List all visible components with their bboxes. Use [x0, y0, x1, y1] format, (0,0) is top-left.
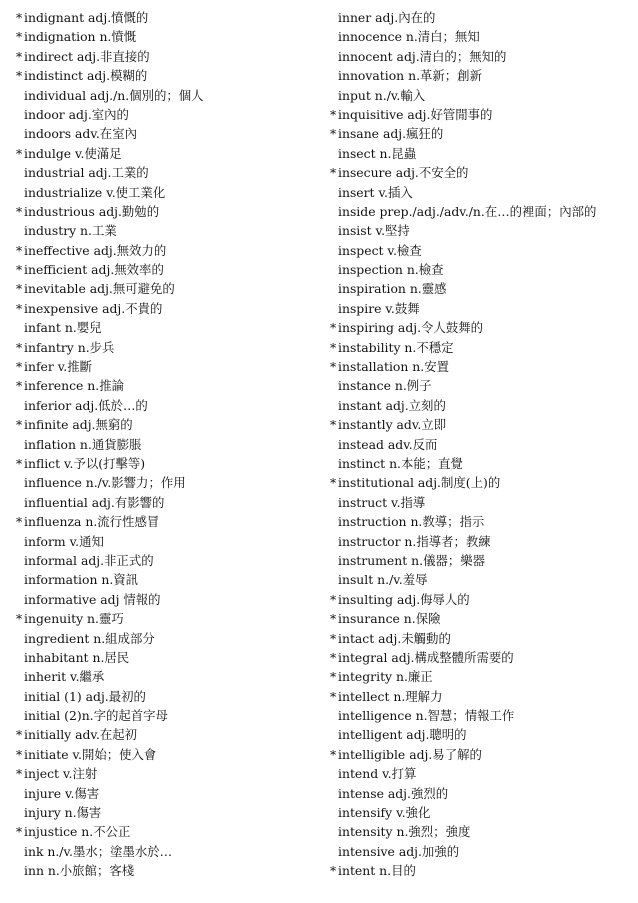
vocab-entry	[16, 144, 316, 163]
vocab-entry-text: intensity n.強烈；強度	[338, 824, 471, 840]
vocab-entry	[330, 260, 630, 279]
vocab-entry-text: instructor n.指導者；教練	[338, 533, 491, 549]
vocab-entry-text: intelligent adj.聰明的	[338, 727, 467, 743]
vocab-entry	[16, 532, 316, 551]
vocab-entry-text: inspection n.檢查	[338, 262, 444, 278]
vocab-entry-text: intellect n.理解力	[338, 688, 443, 704]
vocab-entry	[330, 66, 630, 85]
vocab-entry	[330, 124, 630, 143]
vocab-entry-text: ineffective adj.無效力的	[24, 242, 167, 258]
important-marker: *	[330, 126, 337, 142]
vocab-entry	[16, 47, 316, 66]
vocab-entry	[330, 202, 630, 221]
vocab-entry-text: intend v.打算	[338, 766, 417, 782]
vocab-entry	[16, 415, 316, 434]
vocab-entry	[330, 706, 630, 725]
vocab-entry-text: inspiration n.靈感	[338, 281, 447, 297]
vocab-entry	[16, 454, 316, 473]
vocab-entry	[16, 435, 316, 454]
vocab-entry	[330, 590, 630, 609]
vocab-entry-text: ingredient n.組成部分	[24, 630, 155, 646]
vocab-entry-text: individual adj./n.個別的；個人	[24, 87, 204, 103]
vocab-entry	[16, 822, 316, 841]
vocab-entry	[330, 725, 630, 744]
vocab-entry	[330, 512, 630, 531]
vocab-entry-text: intact adj.未觸動的	[338, 630, 451, 646]
vocab-entry	[16, 376, 316, 395]
vocab-entry-text: indistinct adj.模糊的	[24, 68, 148, 84]
vocab-entry	[330, 279, 630, 298]
vocab-entry-text: instantly adv.立即	[338, 417, 447, 433]
vocab-entry	[330, 8, 630, 27]
important-marker: *	[16, 455, 23, 471]
vocab-entry-text: innovation n.革新；創新	[338, 68, 482, 84]
vocab-entry	[16, 357, 316, 376]
vocab-entry	[16, 66, 316, 85]
vocab-entry	[16, 221, 316, 240]
vocab-entry-text: instruct v.指導	[338, 494, 426, 510]
vocab-entry	[330, 629, 630, 648]
vocab-entry-text: injury n.傷害	[24, 805, 102, 821]
vocab-entry-text: insist v.堅持	[338, 223, 410, 239]
vocab-entry	[16, 706, 316, 725]
important-marker: *	[16, 417, 23, 433]
vocab-entry-text: instance n.例子	[338, 378, 432, 394]
important-marker: *	[16, 242, 23, 258]
vocab-entry-text: inject v.注射	[24, 766, 98, 782]
vocab-entry-text: input n./v.輸入	[338, 87, 426, 103]
vocab-entry	[16, 687, 316, 706]
vocab-entry-text: instrument n.儀器；樂器	[338, 552, 486, 568]
vocab-entry	[16, 163, 316, 182]
vocab-entry-text: insurance n.保險	[338, 611, 441, 627]
vocab-entry-text: intelligible adj.易了解的	[338, 746, 482, 762]
vocab-entry	[330, 183, 630, 202]
vocab-entry	[330, 357, 630, 376]
important-marker: *	[16, 262, 23, 278]
vocab-entry-text: infer v.推斷	[24, 359, 92, 375]
important-marker: *	[330, 649, 337, 665]
important-marker: *	[330, 106, 337, 122]
vocab-entry-text: industrialize v.使工業化	[24, 184, 166, 200]
vocab-entry-text: instruction n.教導；指示	[338, 514, 485, 530]
vocab-entry	[330, 454, 630, 473]
important-marker: *	[16, 359, 23, 375]
vocab-entry-text: intensify v.強化	[338, 805, 431, 821]
vocab-entry	[330, 609, 630, 628]
important-marker: *	[330, 591, 337, 607]
vocab-entry	[16, 493, 316, 512]
vocab-entry	[16, 86, 316, 105]
vocab-entry	[330, 221, 630, 240]
vocab-entry-text: initial (2)n.字的起首字母	[24, 708, 168, 724]
vocab-entry	[330, 105, 630, 124]
vocab-entry	[16, 105, 316, 124]
vocab-entry	[16, 861, 316, 880]
vocab-entry	[16, 629, 316, 648]
vocab-entry-text: infant n.嬰兒	[24, 320, 102, 336]
vocab-entry-text: infantry n.步兵	[24, 339, 115, 355]
vocab-entry-text: influential adj.有影響的	[24, 494, 165, 510]
vocab-entry	[16, 299, 316, 318]
important-marker: *	[330, 417, 337, 433]
vocab-entry-text: informative adj 情報的	[24, 591, 161, 607]
vocab-entry-text: installation n.安置	[338, 359, 450, 375]
vocab-entry-text: integral adj.構成整體所需要的	[338, 649, 514, 665]
vocab-entry	[330, 47, 630, 66]
vocab-entry	[330, 299, 630, 318]
vocab-entry-text: inefficient adj.無效率的	[24, 262, 164, 278]
vocab-entry-text: inexpensive adj.不貴的	[24, 300, 163, 316]
vocab-entry	[16, 745, 316, 764]
important-marker: *	[16, 727, 23, 743]
vocab-entry-text: injustice n.不公正	[24, 824, 131, 840]
important-marker: *	[16, 514, 23, 530]
vocab-entry	[330, 435, 630, 454]
vocab-entry-text: inn n.小旅館；客棧	[24, 863, 135, 879]
important-marker: *	[16, 203, 23, 219]
vocab-entry	[330, 861, 630, 880]
vocab-entry	[330, 570, 630, 589]
important-marker: *	[330, 475, 337, 491]
vocab-entry	[16, 609, 316, 628]
vocab-entry	[16, 648, 316, 667]
important-marker: *	[16, 766, 23, 782]
vocab-entry	[16, 202, 316, 221]
left-column	[16, 8, 316, 881]
vocab-entry	[16, 338, 316, 357]
vocab-entry-text: initial (1) adj.最初的	[24, 688, 146, 704]
vocab-entry-text: insane adj.瘋狂的	[338, 126, 444, 142]
vocab-entry-text: informal adj.非正式的	[24, 552, 154, 568]
vocab-entry	[330, 687, 630, 706]
vocab-entry	[16, 8, 316, 27]
important-marker: *	[16, 10, 23, 25]
vocab-entry-text: integrity n.廉正	[338, 669, 433, 685]
vocab-entry-text: indignation n.憤慨	[24, 29, 137, 45]
vocab-entry-text: industry n.工業	[24, 223, 117, 239]
vocab-entry	[16, 725, 316, 744]
vocab-entry-text: ingenuity n.靈巧	[24, 611, 124, 627]
vocab-entry-text: inhabitant n.居民	[24, 649, 130, 665]
vocab-entry	[330, 822, 630, 841]
vocab-entry-text: inevitable adj.無可避免的	[24, 281, 175, 297]
vocab-entry-text: insulting adj.侮辱人的	[338, 591, 470, 607]
vocab-entry-text: inform v.通知	[24, 533, 104, 549]
vocab-entry-text: industrious adj.勤勉的	[24, 203, 160, 219]
vocab-entry	[16, 318, 316, 337]
vocab-entry-text: intensive adj.加強的	[338, 843, 460, 859]
vocab-entry	[16, 396, 316, 415]
important-marker: *	[16, 300, 23, 316]
important-marker: *	[16, 68, 23, 84]
vocab-entry-text: inside prep./adj./adv./n.在…的裡面；內部的	[338, 203, 597, 219]
important-marker: *	[16, 339, 23, 355]
vocab-entry-text: insult n./v.羞辱	[338, 572, 428, 588]
important-marker: *	[16, 48, 23, 64]
important-marker: *	[330, 165, 337, 181]
important-marker: *	[16, 29, 23, 45]
vocab-entry-text: indoors adv.在室內	[24, 126, 137, 142]
vocab-entry-text: inflict v.予以(打擊等)	[24, 455, 146, 471]
vocab-entry-text: intent n.目的	[338, 863, 416, 879]
important-marker: *	[16, 281, 23, 297]
important-marker: *	[330, 359, 337, 375]
vocab-entry-text: influenza n.流行性感冒	[24, 514, 160, 530]
vocab-entry	[330, 648, 630, 667]
important-marker: *	[16, 746, 23, 762]
vocab-entry-text: ink n./v.墨水；塗墨水於…	[24, 843, 173, 859]
vocab-entry	[330, 338, 630, 357]
vocab-entry	[330, 144, 630, 163]
vocab-entry	[330, 415, 630, 434]
vocab-entry	[330, 27, 630, 46]
right-column	[330, 8, 630, 881]
vocab-entry-text: indoor adj.室內的	[24, 106, 129, 122]
important-marker: *	[330, 611, 337, 627]
vocab-entry-text: instead adv.反而	[338, 436, 438, 452]
vocab-entry-text: inspiring adj.令人鼓舞的	[338, 320, 483, 336]
vocab-entry-text: indirect adj.非直接的	[24, 48, 150, 64]
vocab-entry-text: inherit v.繼承	[24, 669, 105, 685]
vocab-entry-text: intelligence n.智慧；情報工作	[338, 708, 515, 724]
important-marker: *	[330, 320, 337, 336]
vocab-entry-text: information n.資訊	[24, 572, 139, 588]
vocab-entry-text: institutional adj.制度(上)的	[338, 475, 501, 491]
vocab-entry	[330, 745, 630, 764]
vocab-entry-text: inferior adj.低於…的	[24, 397, 148, 413]
vocab-entry-text: infinite adj.無窮的	[24, 417, 133, 433]
vocab-entry	[16, 784, 316, 803]
vocab-entry	[16, 279, 316, 298]
vocab-entry	[16, 27, 316, 46]
vocab-entry-text: inspect v.檢查	[338, 242, 422, 258]
vocab-entry-text: innocent adj.清白的；無知的	[338, 48, 507, 64]
vocab-entry-text: inference n.推論	[24, 378, 125, 394]
important-marker: *	[16, 611, 23, 627]
vocab-entry-text: insecure adj.不安全的	[338, 165, 469, 181]
vocab-entry	[330, 803, 630, 822]
vocab-entry	[330, 376, 630, 395]
vocab-entry	[16, 803, 316, 822]
vocab-entry	[330, 532, 630, 551]
vocab-entry-text: instant adj.立刻的	[338, 397, 446, 413]
vocab-entry	[16, 473, 316, 492]
important-marker: *	[330, 669, 337, 685]
vocab-entry	[330, 163, 630, 182]
vocab-entry-text: injure v.傷害	[24, 785, 100, 801]
vocab-entry	[330, 396, 630, 415]
vocab-entry	[16, 551, 316, 570]
vocab-entry	[16, 183, 316, 202]
vocab-entry-text: initially adv.在起初	[24, 727, 138, 743]
vocab-entry-text: inquisitive adj.好管閒事的	[338, 106, 493, 122]
important-marker: *	[330, 688, 337, 704]
vocab-entry	[330, 842, 630, 861]
vocab-entry-text: initiate v.開始；使入會	[24, 746, 157, 762]
vocab-entry	[16, 667, 316, 686]
vocab-entry-text: indignant adj.憤慨的	[24, 10, 149, 25]
vocab-entry	[330, 764, 630, 783]
vocab-entry	[330, 667, 630, 686]
vocab-entry	[330, 784, 630, 803]
vocab-entry-text: insert v.插入	[338, 184, 413, 200]
important-marker: *	[330, 746, 337, 762]
important-marker: *	[330, 630, 337, 646]
vocab-entry-text: intense adj.強烈的	[338, 785, 449, 801]
vocab-entry-text: insect n.昆蟲	[338, 145, 417, 161]
vocab-entry-text: inner adj.內在的	[338, 10, 436, 25]
vocab-entry	[330, 493, 630, 512]
important-marker: *	[330, 339, 337, 355]
vocab-entry-text: industrial adj.工業的	[24, 165, 149, 181]
vocab-entry	[16, 842, 316, 861]
vocab-entry	[16, 124, 316, 143]
vocab-entry	[330, 551, 630, 570]
important-marker: *	[330, 863, 337, 879]
vocab-entry	[16, 260, 316, 279]
vocab-entry	[330, 86, 630, 105]
vocab-entry	[16, 590, 316, 609]
vocab-entry-text: indulge v.使滿足	[24, 145, 122, 161]
vocab-entry	[16, 570, 316, 589]
vocab-entry	[330, 241, 630, 260]
important-marker: *	[16, 145, 23, 161]
vocab-entry	[330, 318, 630, 337]
vocab-entry-text: influence n./v.影響力；作用	[24, 475, 186, 491]
vocab-entry	[16, 512, 316, 531]
vocab-entry-text: innocence n.清白；無知	[338, 29, 480, 45]
vocab-entry-text: instability n.不穩定	[338, 339, 454, 355]
vocab-entry-text: instinct n.本能；直覺	[338, 455, 463, 471]
vocab-entry-text: inflation n.通貨膨脹	[24, 436, 142, 452]
vocab-entry	[16, 241, 316, 260]
vocab-entry-text: inspire v.鼓舞	[338, 300, 420, 316]
important-marker: *	[16, 824, 23, 840]
vocab-entry	[16, 764, 316, 783]
important-marker: *	[16, 378, 23, 394]
vocab-entry	[330, 473, 630, 492]
